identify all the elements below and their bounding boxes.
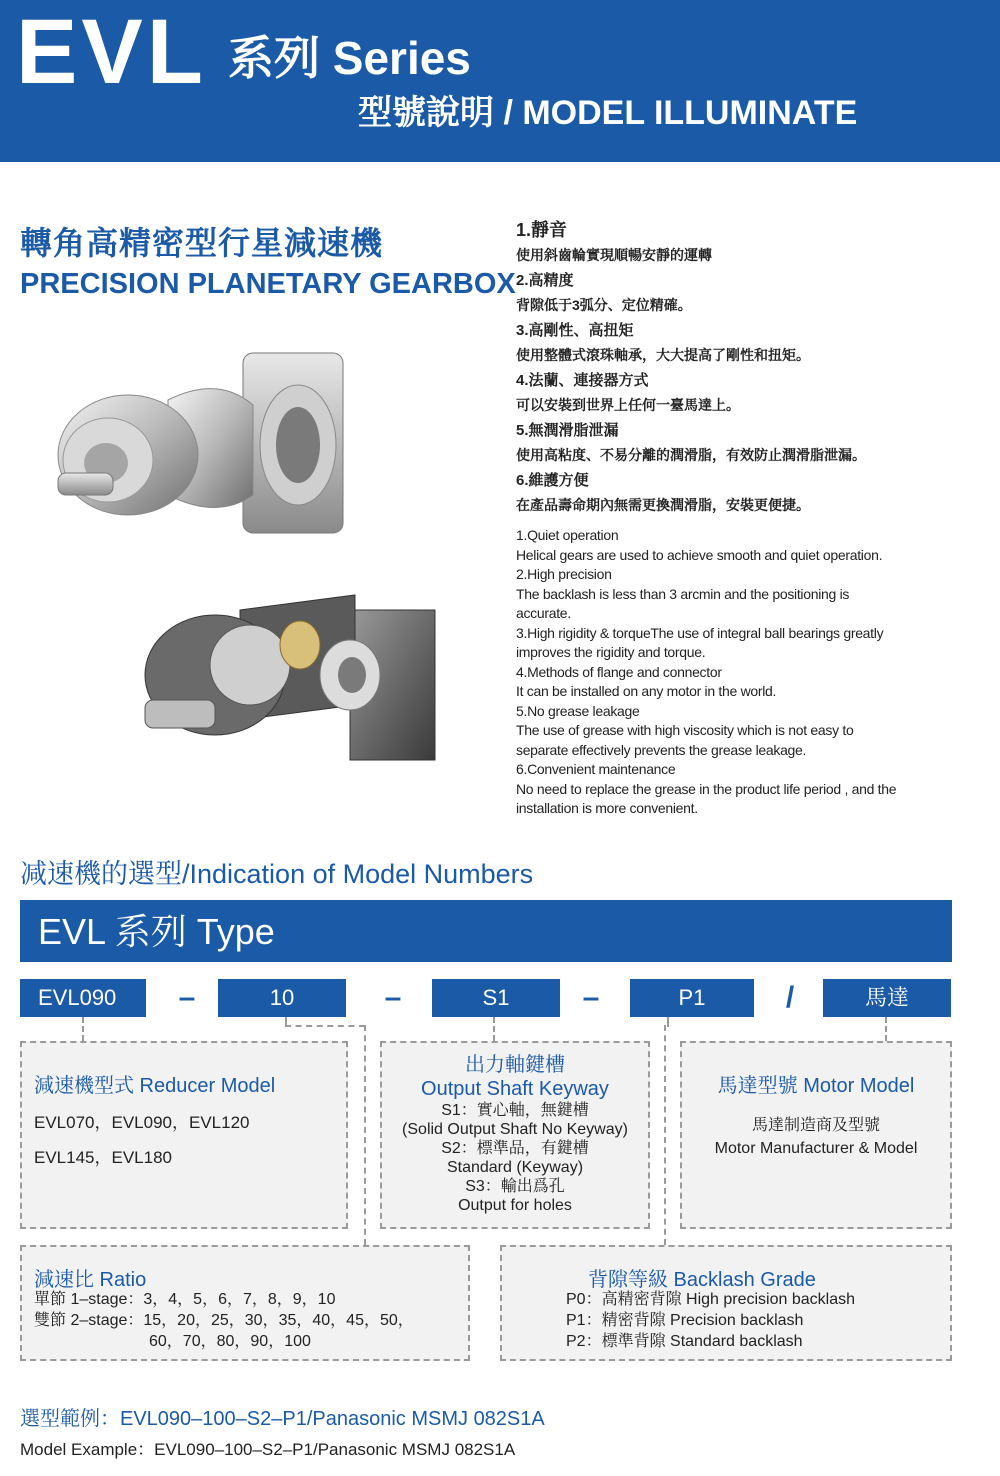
output-shaft-line: Output for holes (458, 1197, 572, 1214)
feature-en-line: 4.Methods of flange and connector (516, 663, 722, 680)
features-zh (516, 218, 986, 518)
model-code-slash: / (785, 981, 795, 1014)
feature-en-line: separate effectively prevents the grease leakage. (516, 741, 807, 758)
feature-zh-heading: 1.靜音 (516, 220, 568, 240)
feature-en-line: accurate. (516, 605, 571, 621)
feature-zh-desc: 背隙低于3弧分、定位精確。 (516, 297, 692, 313)
output-shaft-box (380, 1041, 650, 1229)
reducer-model-title: 減速機型式 Reducer Model (34, 1075, 276, 1097)
output-shaft-line: S2：標準品，有鍵槽 (441, 1140, 589, 1157)
type-label: EVL 系列 Type (38, 911, 275, 952)
connector-line (667, 1017, 669, 1027)
feature-zh-desc: 使用整體式滾珠軸承，大大提高了剛性和扭矩。 (516, 347, 810, 363)
motor-model-line: 馬達制造商及型號 (751, 1117, 880, 1134)
backlash-line: P2：標準背隙 Standard backlash (566, 1333, 803, 1350)
ratio-line: 單節 1–stage：3，4，5，6，7，8，9，10 (34, 1291, 336, 1308)
output-shaft-line: S3：輸出爲孔 (465, 1178, 565, 1195)
output-shaft-title-en: Output Shaft Keyway (421, 1078, 609, 1100)
model-code-backlash: P1 (630, 979, 754, 1017)
backlash-title: 背隙等級 Backlash Grade (588, 1269, 816, 1291)
feature-en-line: The backlash is less than 3 arcmin and the positioning is (516, 585, 850, 602)
feature-zh-heading: 3.高剛性、高扭矩 (516, 322, 634, 339)
motor-model-title: 馬達型號 Motor Model (717, 1075, 915, 1097)
connector-line (664, 1025, 666, 1245)
model-code-separator: – (582, 981, 600, 1014)
model-code-separator: – (384, 981, 402, 1014)
ratio-box (20, 1245, 470, 1361)
output-shaft-title-zh: 出力軸鍵槽 (465, 1054, 565, 1076)
feature-zh-heading: 5.無潤滑脂泄漏 (516, 422, 619, 439)
feature-en-line: No need to replace the grease in the product life period , and the (516, 780, 897, 797)
feature-en-line: installation is more convenient. (516, 800, 698, 816)
feature-en-line: improves the rigidity and torque. (516, 644, 706, 660)
model-code-reducer: EVL090 (20, 979, 146, 1017)
ratio-title: 減速比 Ratio (34, 1269, 147, 1291)
feature-en-line: 2.High precision (516, 566, 612, 582)
feature-zh-heading: 4.法蘭、連接器方式 (516, 372, 649, 389)
motor-model-line: Motor Manufacturer & Model (714, 1140, 918, 1157)
gearbox-cutaway-image (140, 580, 440, 765)
feature-zh-desc: 在產品壽命期內無需更換潤滑脂，安裝更便捷。 (516, 497, 810, 513)
ratio-line: 60，70，80，90，100 (149, 1333, 311, 1350)
feature-zh-desc: 使用斜齒輪實現順暢安靜的運轉 (516, 247, 712, 263)
feature-en-line: 1.Quiet operation (516, 527, 619, 543)
indication-title: 减速機的選型/Indication of Model Numbers (20, 859, 534, 889)
header-subtitle: 型號說明 / MODEL ILLUMINATE (358, 94, 858, 132)
model-example-en: Model Example：EVL090–100–S2–P1/Panasonic MSMJ 082S1A (20, 1440, 516, 1459)
backlash-line: P0：高精密背隙 High precision backlash (566, 1291, 855, 1308)
feature-zh-desc: 可以安裝到世界上任何一臺馬達上。 (516, 397, 740, 413)
feature-en-line: 3.High rigidity & torqueThe use of integral ball bearings greatly (516, 624, 884, 641)
features-en (516, 526, 986, 819)
backlash-line: P1：精密背隙 Precision backlash (566, 1312, 804, 1329)
connector-line (364, 1025, 366, 1245)
connector-line (82, 1017, 84, 1041)
feature-zh-heading: 2.高精度 (516, 272, 574, 289)
header-banner (0, 0, 1000, 162)
feature-zh-heading: 6.維護方便 (516, 472, 589, 489)
header-evl: EVL (16, 1, 207, 103)
output-shaft-line: S1：實心軸，無鍵槽 (441, 1102, 589, 1119)
header-series: 系列 Series (228, 32, 471, 84)
backlash-box (500, 1245, 952, 1361)
product-title-en: PRECISION PLANETARY GEARBOX (20, 268, 516, 300)
feature-en-line: It can be installed on any motor in the world. (516, 683, 777, 699)
feature-en-line: 5.No grease leakage (516, 702, 640, 719)
model-code-separator: – (178, 981, 196, 1014)
reducer-model-box (20, 1041, 348, 1229)
feature-zh-desc: 使用高粘度、不易分離的潤滑脂，有效防止潤滑脂泄漏。 (516, 447, 866, 463)
output-shaft-line: Standard (Keyway) (446, 1159, 584, 1176)
model-code-shaft: S1 (432, 979, 560, 1017)
output-shaft-line: (Solid Output Shaft No Keyway) (402, 1121, 628, 1138)
model-code-ratio: 10 (218, 979, 346, 1017)
feature-en-line: 6.Convenient maintenance (516, 761, 676, 777)
motor-model-box (680, 1041, 952, 1229)
connector-line (493, 1017, 495, 1041)
gearbox-exterior-image (28, 345, 368, 555)
connector-line (885, 1017, 887, 1041)
reducer-model-line: EVL145，EVL180 (34, 1148, 172, 1167)
model-code-motor: 馬達 (823, 979, 951, 1017)
feature-en-line: Helical gears are used to achieve smooth and quiet operation. (516, 546, 883, 563)
ratio-line: 雙節 2–stage：15，20，25，30，35，40，45，50， (34, 1312, 414, 1329)
model-example-zh: 選型範例：EVL090–100–S2–P1/Panasonic MSMJ 082S1A (20, 1408, 545, 1430)
feature-en-line: The use of grease with high viscosity which is not easy to (516, 722, 854, 738)
product-title-zh: 轉角高精密型行星減速機 (20, 225, 384, 261)
connector-line (285, 1025, 365, 1027)
reducer-model-line: EVL070，EVL090，EVL120 (34, 1113, 250, 1132)
